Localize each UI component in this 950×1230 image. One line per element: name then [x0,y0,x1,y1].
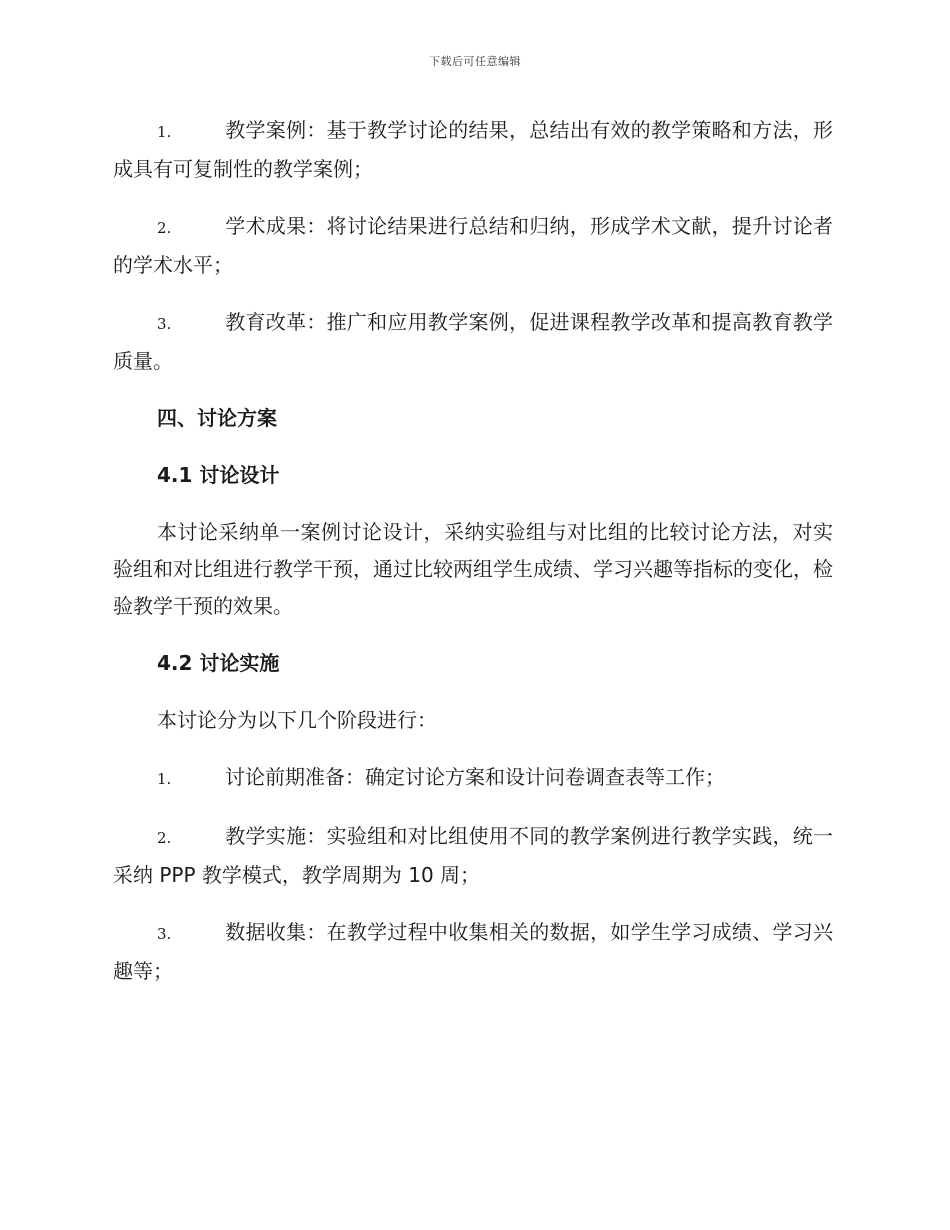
subsection-heading-design: 4.1 讨论设计 [157,463,280,487]
stage-item-3 [113,914,833,990]
design-paragraph: 本讨论采纳单一案例讨论设计，采纳实验组与对比组的比较讨论方法，对实验组和对比组进行教学干预，通过比较两组学生成绩、学习兴趣等指标的变化，检验教学干预的效果。 [113,520,833,618]
list-number: 1. [157,123,172,141]
list-number: 2. [157,829,172,847]
document-body [113,112,833,1010]
list-item-text: 学术成果：将讨论结果进行总结和归纳，形成学术文献，提升讨论者的学术水平； [113,214,833,277]
subsection-heading-implementation: 4.2 讨论实施 [157,651,280,675]
results-item-3 [113,304,833,380]
results-item-2 [113,208,833,284]
stage-item-1 [113,759,833,798]
stage-item-2 [113,818,833,894]
implementation-intro: 本讨论分为以下几个阶段进行： [157,708,437,732]
list-item-text: 教育改革：推广和应用教学案例，促进课程教学改革和提高教育教学质量。 [113,310,833,373]
list-item-text: 讨论前期准备：确定讨论方案和设计问卷调查表等工作； [225,765,725,789]
list-number: 3. [157,925,172,943]
list-item-text: 教学案例：基于教学讨论的结果，总结出有效的教学策略和方法，形成具有可复制性的教学案例； [113,118,833,181]
section-heading: 四、讨论方案 [157,406,277,430]
list-number: 3. [157,315,172,333]
header-watermark: 下载后可任意编辑 [429,55,521,68]
list-number: 1. [157,770,172,788]
list-number: 2. [157,219,172,237]
results-item-1 [113,112,833,188]
list-item-text: 数据收集：在教学过程中收集相关的数据，如学生学习成绩、学习兴趣等； [113,920,833,983]
list-item-text: 教学实施：实验组和对比组使用不同的教学案例进行教学实践，统一采纳 PPP 教学模式，教学周期为 10 周； [113,824,833,887]
